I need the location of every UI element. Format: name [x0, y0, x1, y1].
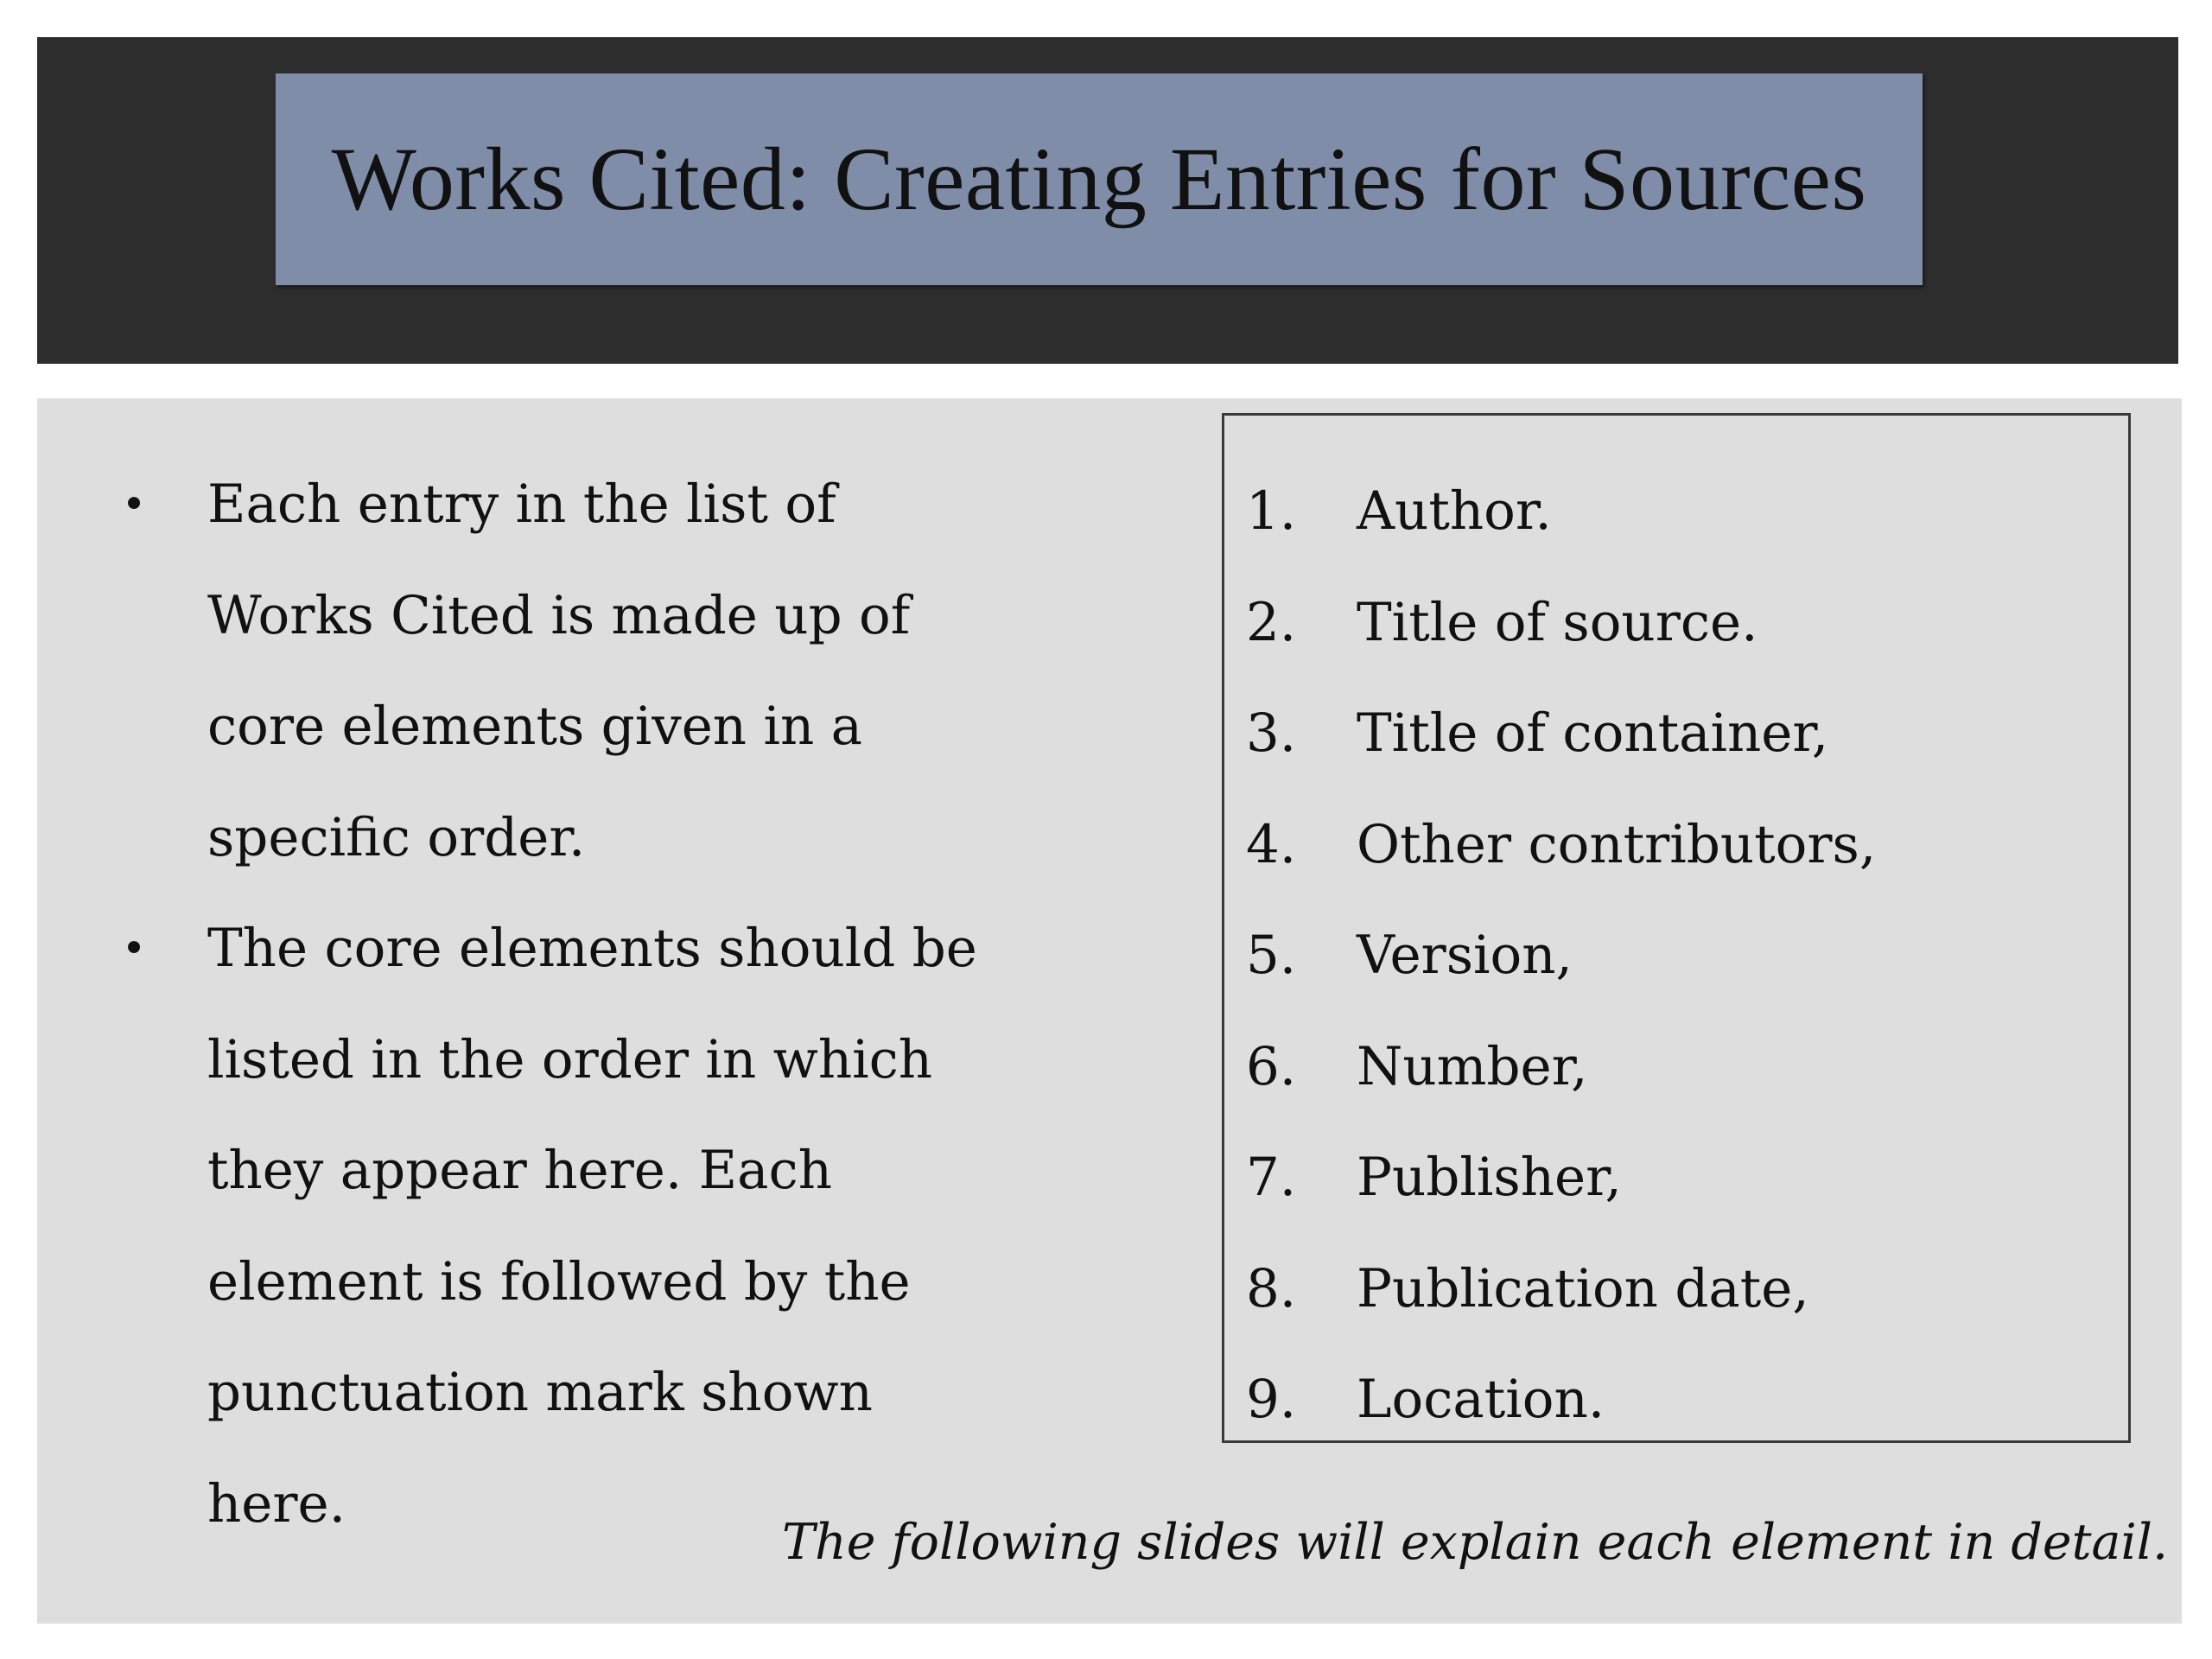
item-label: Author. [1357, 480, 1552, 542]
item-number: 4. [1246, 813, 1297, 875]
item-label: Other contributors, [1357, 813, 1877, 875]
list-item [1246, 456, 1876, 568]
list-item [1246, 900, 1876, 1012]
bullet-icon: • [121, 480, 147, 529]
bullet-text: The core elements should be listed in the order in which they appear here. Each element is followed by the punctuation mark shown here. [207, 918, 977, 1535]
core-elements-box [1222, 413, 2131, 1443]
item-label: Publication date, [1357, 1257, 1809, 1319]
item-label: Title of container, [1357, 702, 1829, 764]
item-number: 3. [1246, 702, 1297, 764]
item-label: Title of source. [1357, 591, 1758, 653]
bullet-icon: • [121, 925, 147, 973]
list-item [1246, 1234, 1876, 1345]
list-item [1246, 1122, 1876, 1234]
item-number: 1. [1246, 480, 1297, 542]
item-label: Location. [1357, 1369, 1605, 1430]
bullet-item [121, 893, 985, 1560]
footnote: The following slides will explain each element in detail. [782, 1514, 2169, 1571]
title-box [276, 73, 1923, 285]
bullet-list [121, 449, 985, 1560]
item-label: Number, [1357, 1035, 1588, 1097]
item-number: 9. [1246, 1369, 1297, 1430]
list-item [1246, 568, 1876, 679]
list-item [1246, 678, 1876, 790]
core-elements-list [1246, 456, 1876, 1456]
list-item [1246, 1344, 1876, 1456]
bullet-item [121, 449, 985, 893]
slide-title: Works Cited: Creating Entries for Sources [331, 130, 1867, 229]
item-number: 7. [1246, 1147, 1297, 1208]
list-item [1246, 1012, 1876, 1123]
item-label: Publisher, [1357, 1147, 1622, 1208]
item-number: 2. [1246, 591, 1297, 653]
item-label: Version, [1357, 925, 1573, 986]
list-item [1246, 790, 1876, 901]
item-number: 6. [1246, 1035, 1297, 1097]
bullet-text: Each entry in the list of Works Cited is made up of core elements given in a specific order. [207, 474, 911, 868]
item-number: 8. [1246, 1257, 1297, 1319]
item-number: 5. [1246, 925, 1297, 986]
